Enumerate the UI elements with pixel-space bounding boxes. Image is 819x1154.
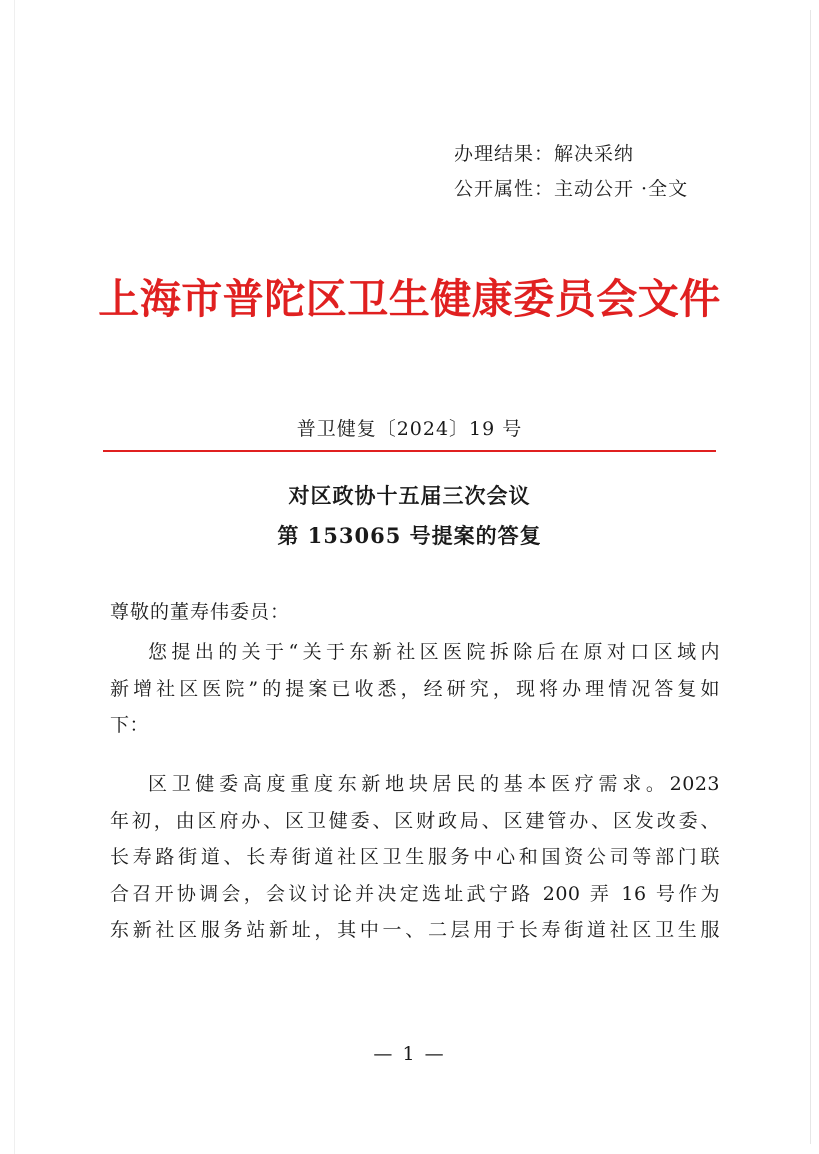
scan-edge-right xyxy=(810,10,811,1144)
disclosure-attribute: 公开属性：主动公开 ·全文 xyxy=(454,178,689,200)
title-line-2: 第 153065 号提案的答复 xyxy=(277,523,542,548)
red-divider-line xyxy=(103,450,716,452)
salutation: 尊敬的董寿伟委员： xyxy=(110,601,291,623)
processing-result: 办理结果：解决采纳 xyxy=(454,143,635,165)
paragraph-line: 年初，由区府办、区卫健委、区财政局、区建管办、区发改委、 xyxy=(110,809,720,832)
paragraph-line: 东新社区服务站新址，其中一、二层用于长寿街道社区卫生服 xyxy=(110,919,720,941)
paragraph-line: 合召开协调会，会议讨论并决定选址武宁路 200 弄 16 号作为 xyxy=(110,882,720,905)
paragraph-line: 您提出的关于“关于东新社区医院拆除后在原对口区域内 xyxy=(148,641,720,663)
paragraph-line: 新增社区医院”的提案已收悉，经研究，现将办理情况答复如 xyxy=(110,677,720,700)
issuer-heading: 上海市普陀区卫生健康委员会文件 xyxy=(98,275,721,323)
paragraph-line: 长寿路街道、长寿街道社区卫生服务中心和国资公司等部门联 xyxy=(110,846,720,868)
title-line-1: 对区政协十五届三次会议 xyxy=(288,483,531,508)
scan-edge-left xyxy=(14,0,15,1154)
paragraph-line: 下： xyxy=(110,714,150,736)
paragraph-1 xyxy=(110,634,720,744)
document-number: 普卫健复〔2024〕19 号 xyxy=(296,418,523,440)
paragraph-line: 区卫健委高度重度东新地块居民的基本医疗需求。2023 xyxy=(148,773,720,795)
paragraph-2 xyxy=(110,766,720,949)
page-number: — 1 — xyxy=(373,1043,446,1065)
